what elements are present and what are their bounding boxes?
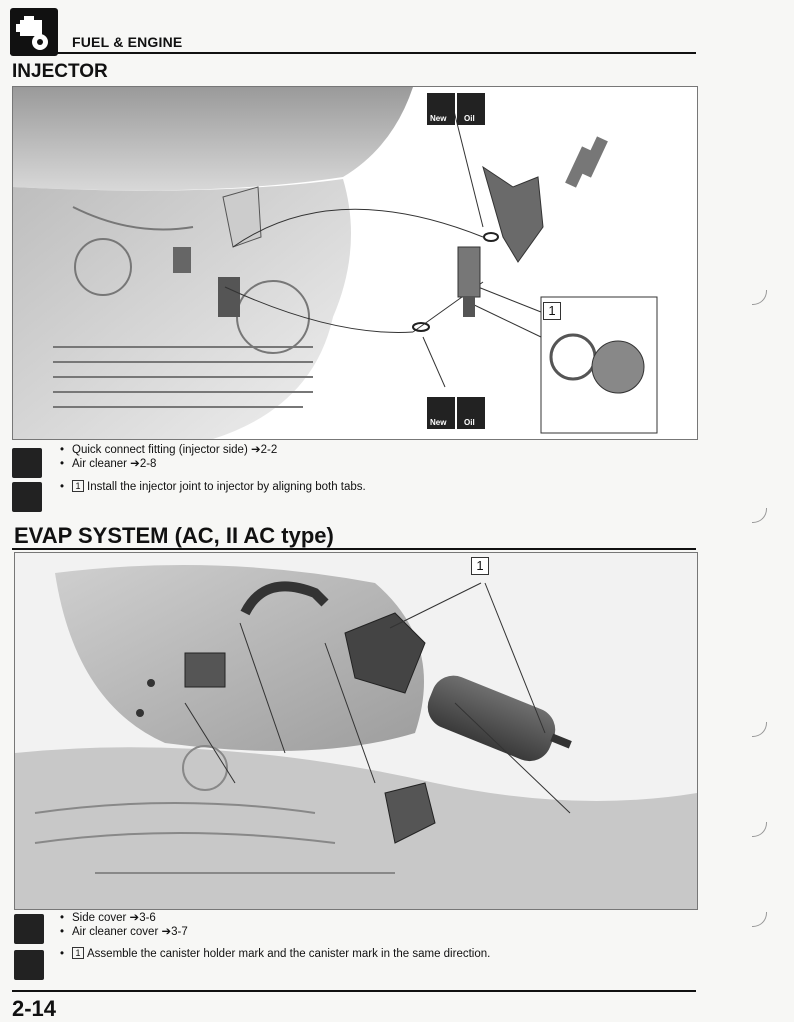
- list-item: • Quick connect fitting (injector side) ➔2-2: [60, 444, 278, 456]
- engine-icon: [10, 8, 58, 56]
- edge-mark: [752, 290, 767, 305]
- svg-text:New: New: [430, 418, 447, 427]
- section-header: FUEL & ENGINE: [72, 34, 183, 50]
- header-rule: [10, 52, 696, 54]
- footer-rule: [12, 990, 696, 992]
- new-part-icon: [427, 397, 455, 429]
- svg-text:Oil: Oil: [464, 114, 475, 123]
- svg-text:Oil: Oil: [464, 418, 475, 427]
- injector-install-note: • 1 Install the injector joint to injector by aligning both tabs.: [60, 481, 366, 493]
- evap-removal-notes: [60, 911, 188, 939]
- edge-mark: [752, 912, 767, 927]
- evap-title: EVAP SYSTEM (AC, II AC type): [14, 523, 334, 548]
- oil-can-icon: [457, 397, 485, 429]
- install-icon: [12, 482, 42, 512]
- install-icon: [14, 950, 44, 980]
- edge-mark: [752, 822, 767, 837]
- removal-icon: [12, 448, 42, 478]
- evap-rule: [12, 548, 696, 550]
- edge-mark: [752, 508, 767, 523]
- evap-figure: [14, 552, 698, 910]
- page-number: 2-14: [12, 996, 57, 1021]
- list-item: • Air cleaner ➔2-8: [60, 458, 157, 470]
- list-item: • Air cleaner cover ➔3-7: [60, 926, 188, 938]
- injector-removal-notes: [60, 443, 277, 471]
- removal-icon: [14, 914, 44, 944]
- oil-can-icon: [457, 93, 485, 125]
- new-part-icon: [427, 93, 455, 125]
- svg-text:New: New: [430, 114, 447, 123]
- injector-title: INJECTOR: [12, 61, 108, 82]
- injector-callout: 1: [543, 302, 561, 320]
- injector-figure: [12, 86, 698, 440]
- list-item: • Side cover ➔3-6: [60, 912, 156, 924]
- evap-install-note: • 1 Assemble the canister holder mark and the canister mark in the same direction.: [60, 948, 491, 960]
- edge-mark: [752, 722, 767, 737]
- evap-callout: 1: [471, 557, 489, 575]
